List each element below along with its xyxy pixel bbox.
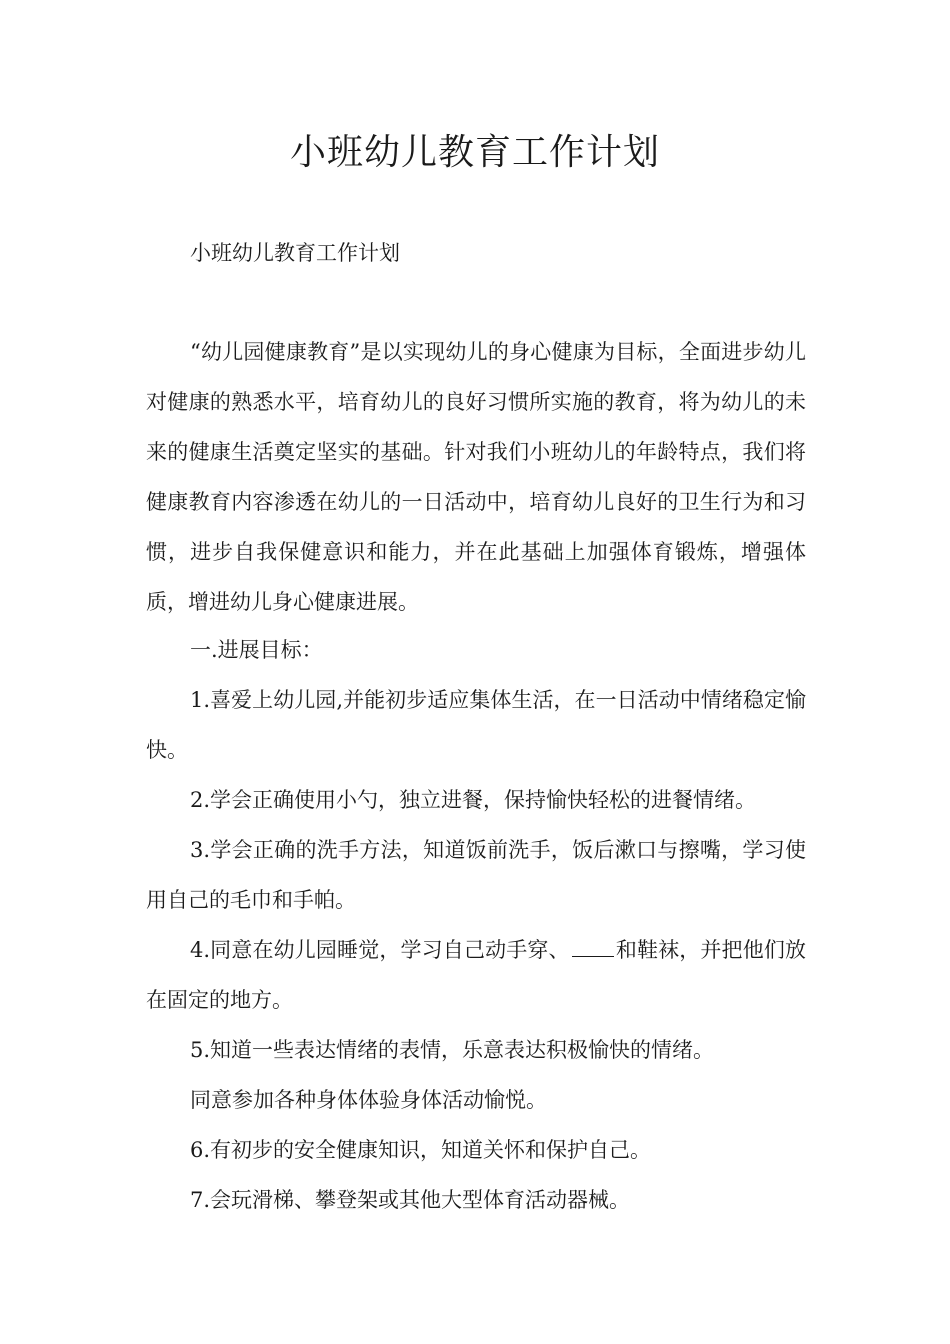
fill-in-blank — [572, 938, 614, 957]
goal-item-1: 1.喜爱上幼儿园,并能初步适应集体生活，在一日活动中情绪稳定愉快。 — [146, 688, 806, 762]
document-title: 小班幼儿教育工作计划 — [289, 132, 660, 173]
goal-item-4-start: 4.同意在幼儿园睡觉，学习自己动手穿、 — [190, 938, 570, 962]
goal-item-4-end: 和鞋袜，并把他们放在固定的地方。 — [146, 938, 806, 1012]
document-subtitle: 小班幼儿教育工作计划 — [190, 241, 400, 265]
goal-item-6: 6.有初步的安全健康知识，知道关怀和保护自己。 — [190, 1138, 652, 1162]
goals-section — [146, 625, 806, 1225]
goal-item-4 — [146, 925, 806, 1025]
goal-item-7: 7.会玩滑梯、攀登架或其他大型体育活动器械。 — [190, 1188, 631, 1212]
intro-paragraph: “幼儿园健康教育”是以实现幼儿的身心健康为目标，全面进步幼儿对健康的熟悉水平，培育幼儿的良好习惯所实施的教育，将为幼儿的未来的健康生活奠定坚实的基础。针对我们小班幼儿的年龄特点，我们将健康教育内容渗透在幼儿的一日活动中，培育幼儿良好的卫生行为和习惯，进步自我保健意识和能力，并在此基础上加强体育锻炼，增强体质，增进幼儿身心健康进展。 — [146, 340, 806, 614]
goal-item-5-continued: 同意参加各种身体体验身体活动愉悦。 — [190, 1088, 547, 1112]
goal-item-2: 2.学会正确使用小勺，独立进餐，保持愉快轻松的进餐情绪。 — [190, 788, 757, 812]
section-heading: 一.进展目标： — [190, 638, 323, 662]
goal-item-5: 5.知道一些表达情绪的表情，乐意表达积极愉快的情绪。 — [190, 1038, 715, 1062]
goal-item-3: 3.学会正确的洗手方法，知道饭前洗手，饭后漱口与擦嘴，学习使用自己的毛巾和手帕。 — [146, 838, 806, 912]
